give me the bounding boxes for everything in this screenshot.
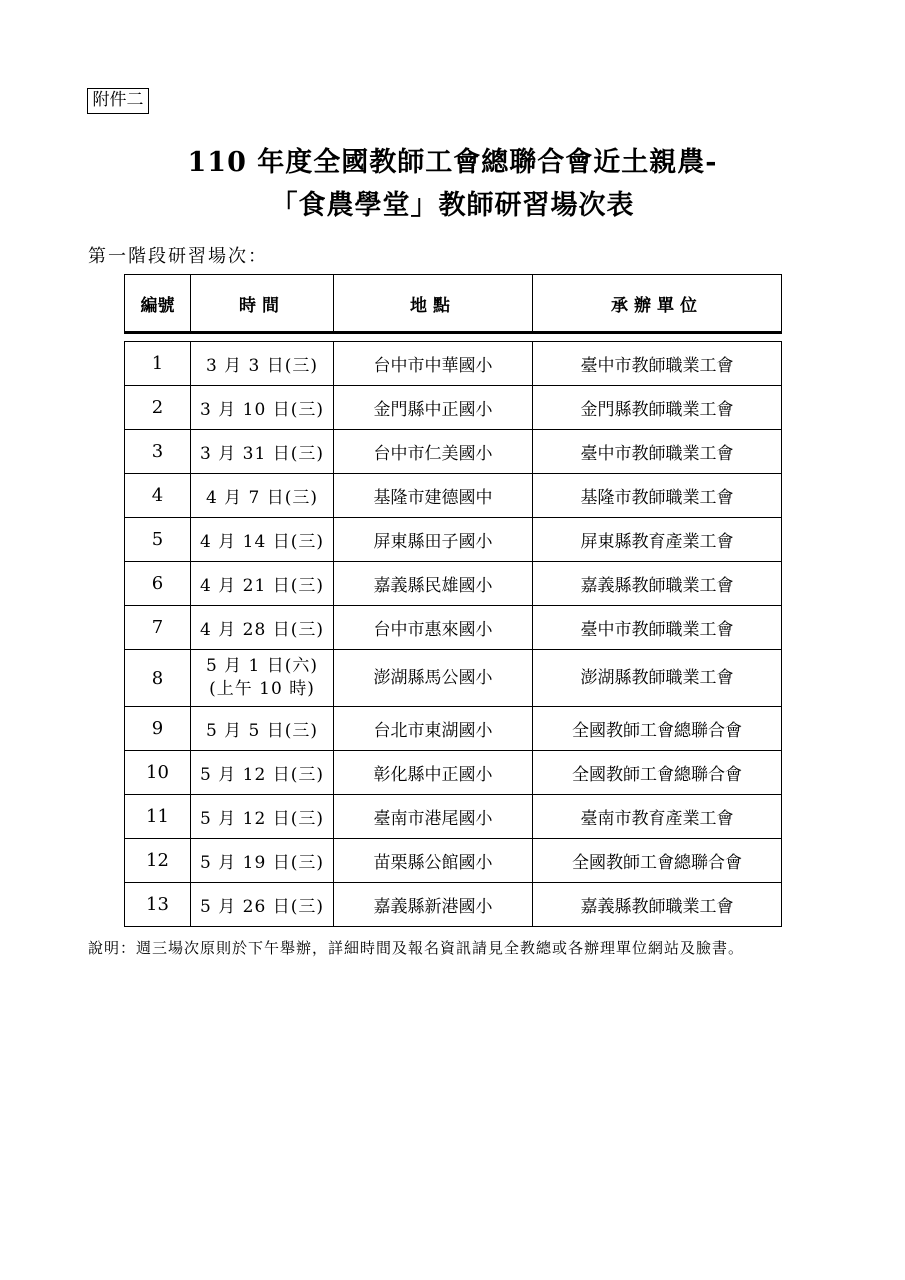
table-row <box>125 650 782 707</box>
row-organizer: 嘉義縣教師職業工會 <box>533 562 782 606</box>
row-number: 4 <box>125 474 191 518</box>
row-location: 屏東縣田子國小 <box>334 518 533 562</box>
document-title-line1: 110 年度全國教師工會總聯合會近土親農- <box>187 147 718 178</box>
row-organizer: 金門縣教師職業工會 <box>533 386 782 430</box>
row-location: 金門縣中正國小 <box>334 386 533 430</box>
row-organizer: 嘉義縣教師職業工會 <box>533 883 782 927</box>
table-row <box>125 518 782 562</box>
row-organizer: 臺中市教師職業工會 <box>533 606 782 650</box>
row-time: 5 月 26 日(三) <box>191 883 334 927</box>
row-location: 嘉義縣民雄國小 <box>334 562 533 606</box>
row-number: 10 <box>125 751 191 795</box>
row-number: 1 <box>125 342 191 386</box>
row-location: 台中市仁美國小 <box>334 430 533 474</box>
row-time: 4 月 21 日(三) <box>191 562 334 606</box>
row-number: 8 <box>125 650 191 707</box>
row-time-note: (上午 10 時) <box>209 679 315 699</box>
row-organizer: 基隆市教師職業工會 <box>533 474 782 518</box>
row-location: 苗栗縣公館國小 <box>334 839 533 883</box>
row-organizer: 全國教師工會總聯合會 <box>533 839 782 883</box>
row-number: 12 <box>125 839 191 883</box>
table-row <box>125 839 782 883</box>
row-location: 彰化縣中正國小 <box>334 751 533 795</box>
row-time: 4 月 7 日(三) <box>191 474 334 518</box>
row-organizer: 全國教師工會總聯合會 <box>533 707 782 751</box>
row-organizer: 臺中市教師職業工會 <box>533 342 782 386</box>
row-number: 11 <box>125 795 191 839</box>
table-header-row <box>125 275 782 333</box>
row-time: 5 月 19 日(三) <box>191 839 334 883</box>
row-location: 台中市中華國小 <box>334 342 533 386</box>
row-organizer: 澎湖縣教師職業工會 <box>533 650 782 707</box>
row-time: 4 月 14 日(三) <box>191 518 334 562</box>
table-row <box>125 883 782 927</box>
row-time: 3 月 3 日(三) <box>191 342 334 386</box>
table-row <box>125 430 782 474</box>
table-row <box>125 606 782 650</box>
document-title-line2: 「食農學堂」教師研習場次表 <box>270 190 635 221</box>
table-row <box>125 562 782 606</box>
header-organizer: 承辦單位 <box>533 275 782 333</box>
table-row <box>125 474 782 518</box>
row-number: 5 <box>125 518 191 562</box>
header-time: 時間 <box>191 275 334 333</box>
row-organizer: 屏東縣教育產業工會 <box>533 518 782 562</box>
table-row <box>125 795 782 839</box>
row-number: 6 <box>125 562 191 606</box>
row-location: 基隆市建德國中 <box>334 474 533 518</box>
table-row <box>125 707 782 751</box>
row-number: 9 <box>125 707 191 751</box>
row-time: 5 月 5 日(三) <box>191 707 334 751</box>
row-time: 3 月 10 日(三) <box>191 386 334 430</box>
row-location: 台中市惠來國小 <box>334 606 533 650</box>
row-number: 3 <box>125 430 191 474</box>
row-location: 臺南市港尾國小 <box>334 795 533 839</box>
attachment-label: 附件二 <box>87 88 149 114</box>
schedule-table <box>124 274 782 927</box>
row-time: 5 月 12 日(三) <box>191 751 334 795</box>
row-organizer: 臺中市教師職業工會 <box>533 430 782 474</box>
header-separator <box>125 333 782 342</box>
row-location: 澎湖縣馬公國小 <box>334 650 533 707</box>
row-time: 4 月 28 日(三) <box>191 606 334 650</box>
table-row <box>125 751 782 795</box>
row-number: 13 <box>125 883 191 927</box>
footnote: 說明：週三場次原則於下午舉辦，詳細時間及報名資訊請見全教總或各辦理單位網站及臉書。 <box>88 939 745 957</box>
row-organizer: 全國教師工會總聯合會 <box>533 751 782 795</box>
row-time: 5 月 12 日(三) <box>191 795 334 839</box>
row-time: 3 月 31 日(三) <box>191 430 334 474</box>
row-time: 5 月 1 日(六) (上午 10 時) <box>191 650 334 707</box>
stage-label: 第一階段研習場次： <box>88 246 268 267</box>
row-location: 台北市東湖國小 <box>334 707 533 751</box>
row-number: 7 <box>125 606 191 650</box>
row-organizer: 臺南市教育產業工會 <box>533 795 782 839</box>
row-number: 2 <box>125 386 191 430</box>
header-location: 地點 <box>334 275 533 333</box>
table-row <box>125 386 782 430</box>
table-row <box>125 342 782 386</box>
header-number: 編號 <box>125 275 191 333</box>
row-location: 嘉義縣新港國小 <box>334 883 533 927</box>
